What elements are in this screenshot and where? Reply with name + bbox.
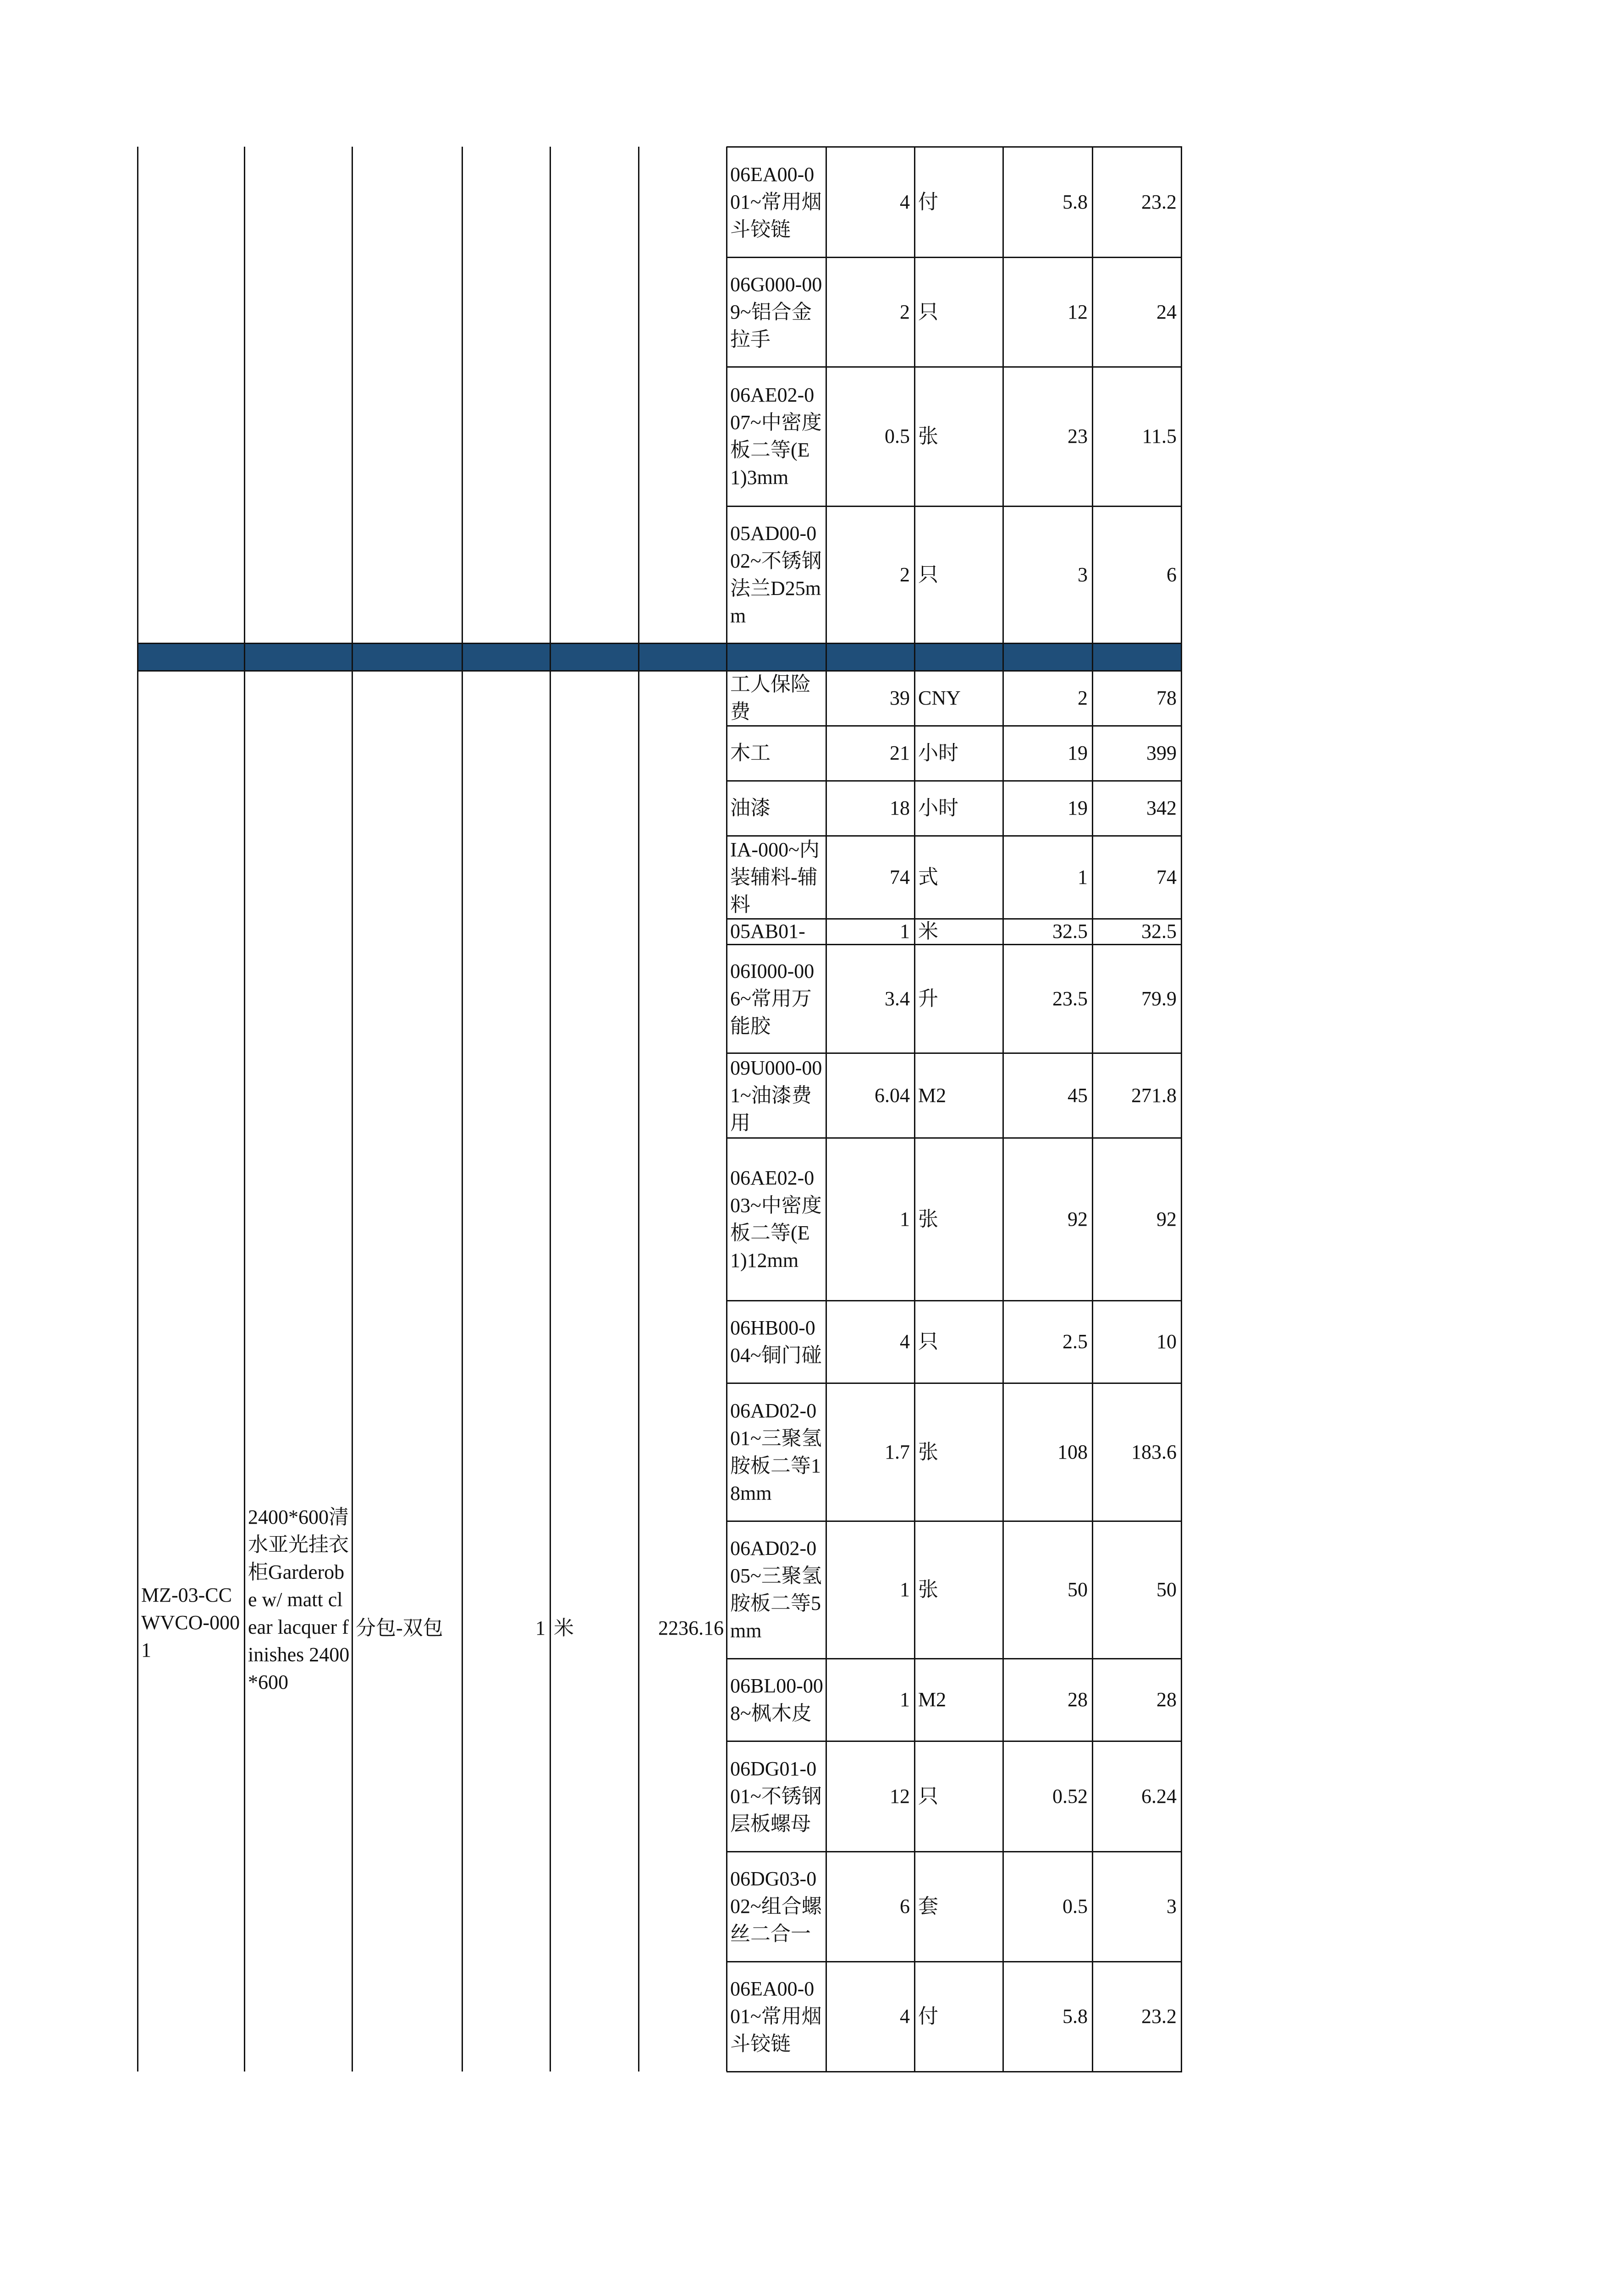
top-item-2-total: 11.5 — [1142, 425, 1177, 447]
component-11-qty: 1 — [900, 1688, 910, 1711]
component-8-total: 10 — [1156, 1330, 1177, 1353]
component-5-unit: 升 — [918, 987, 938, 1010]
top-item-3-price: 3 — [1078, 563, 1088, 586]
top-item-1-unit: 只 — [918, 300, 938, 323]
item-unit: 米 — [554, 1617, 574, 1639]
grid-line-vertical — [826, 147, 827, 2072]
top-item-3-desc: 05AD00-002~不锈钢法兰D25mm — [730, 522, 822, 627]
component-5-total: 79.9 — [1141, 987, 1177, 1010]
top-item-0-total: 23.2 — [1141, 190, 1177, 213]
component-11-price: 28 — [1068, 1688, 1088, 1711]
top-item-1-desc: 06G000-009~铝合金拉手 — [730, 273, 822, 351]
component-5-desc: 06I000-006~常用万能胶 — [730, 959, 815, 1037]
top-item-3-total: 6 — [1167, 563, 1177, 586]
component-13-unit: 套 — [918, 1895, 938, 1917]
component-12-price: 0.52 — [1052, 1785, 1088, 1807]
top-item-0-unit: 付 — [918, 190, 938, 213]
component-10-qty: 1 — [900, 1578, 910, 1601]
component-3-total: 74 — [1156, 865, 1177, 888]
component-12-total: 6.24 — [1141, 1785, 1177, 1807]
component-12-desc: 06DG01-001~不锈钢层板螺母 — [730, 1757, 822, 1835]
top-item-1-total: 24 — [1156, 300, 1177, 323]
component-11-unit: M2 — [918, 1688, 947, 1711]
component-3-qty: 74 — [890, 865, 910, 888]
component-6-desc: 09U000-001~油漆费用 — [730, 1056, 822, 1134]
component-13-qty: 6 — [900, 1895, 910, 1917]
component-7-unit: 张 — [918, 1207, 938, 1230]
component-13-total: 3 — [1167, 1895, 1177, 1917]
component-9-desc: 06AD02-001~三聚氢胺板二等18mm — [730, 1399, 822, 1504]
item-quantity: 1 — [535, 1617, 545, 1639]
component-7-qty: 1 — [900, 1207, 910, 1230]
grid-line-vertical — [1181, 147, 1182, 2072]
item-amount: 2236.16 — [658, 1617, 724, 1639]
top-item-3-qty: 2 — [900, 563, 910, 586]
component-14-total: 23.2 — [1141, 2005, 1177, 2028]
component-4-qty: 1 — [900, 920, 910, 942]
grid-line-vertical — [462, 147, 463, 2072]
component-3-desc: IA-000~内装辅料-辅料 — [730, 838, 820, 916]
component-1-unit: 小时 — [918, 742, 958, 764]
component-3-price: 1 — [1078, 865, 1088, 888]
component-8-unit: 只 — [918, 1330, 938, 1353]
top-item-0-desc: 06EA00-001~常用烟斗铰链 — [730, 163, 822, 241]
component-14-unit: 付 — [918, 2005, 938, 2028]
component-11-desc: 06BL00-008~枫木皮 — [730, 1675, 823, 1725]
component-1-total: 399 — [1146, 742, 1177, 764]
top-item-2-price: 23 — [1068, 425, 1088, 447]
grid-line-vertical — [1092, 147, 1093, 2072]
component-7-price: 92 — [1068, 1207, 1088, 1230]
top-item-3-unit: 只 — [918, 563, 938, 586]
component-0-unit: CNY — [918, 687, 961, 709]
item-package: 分包-双包 — [356, 1617, 443, 1639]
component-12-unit: 只 — [918, 1785, 938, 1807]
component-2-total: 342 — [1146, 797, 1177, 819]
component-6-price: 45 — [1068, 1084, 1088, 1107]
component-3-unit: 式 — [918, 865, 938, 888]
component-10-total: 50 — [1156, 1578, 1177, 1601]
component-5-qty: 3.4 — [885, 987, 910, 1010]
grid-line-vertical — [1002, 147, 1004, 2072]
grid-line-vertical — [137, 147, 138, 2072]
component-10-unit: 张 — [918, 1578, 938, 1601]
component-14-desc: 06EA00-001~常用烟斗铰链 — [730, 1978, 822, 2055]
grid-line-vertical — [726, 147, 727, 2072]
component-1-qty: 21 — [890, 742, 910, 764]
section-separator-band — [138, 643, 1181, 671]
component-6-unit: M2 — [918, 1084, 947, 1107]
component-9-price: 108 — [1057, 1440, 1088, 1463]
component-6-qty: 6.04 — [875, 1084, 910, 1107]
component-0-desc: 工人保险费 — [730, 673, 811, 723]
component-0-total: 78 — [1156, 687, 1177, 709]
grid-line-vertical — [914, 147, 915, 2072]
component-8-price: 2.5 — [1062, 1330, 1088, 1353]
component-2-price: 19 — [1068, 797, 1088, 819]
component-4-desc: 05AB01- — [730, 920, 805, 942]
component-9-total: 183.6 — [1131, 1440, 1177, 1463]
component-12-qty: 12 — [890, 1785, 910, 1807]
component-2-desc: 油漆 — [730, 797, 771, 819]
component-2-unit: 小时 — [918, 797, 958, 819]
component-10-desc: 06AD02-005~三聚氢胺板二等5mm — [730, 1537, 822, 1642]
item-description: 2400*600清水亚光挂衣柜Garderobe w/ matt clear lacquer finishes 2400*600 — [248, 1506, 350, 1693]
top-item-1-price: 12 — [1068, 300, 1088, 323]
top-item-2-desc: 06AE02-007~中密度板二等(E1)3mm — [730, 384, 822, 489]
top-item-2-qty: 0.5 — [885, 425, 910, 447]
item-code: MZ-03-CCWVCO-0001 — [141, 1584, 240, 1661]
component-5-price: 23.5 — [1052, 987, 1088, 1010]
component-13-desc: 06DG03-002~组合螺丝二合一 — [730, 1868, 822, 1945]
component-10-price: 50 — [1068, 1578, 1088, 1601]
component-14-qty: 4 — [900, 2005, 910, 2028]
component-1-desc: 木工 — [730, 742, 771, 764]
top-item-1-qty: 2 — [900, 300, 910, 323]
component-4-unit: 米 — [918, 920, 938, 942]
component-4-total: 32.5 — [1141, 920, 1177, 942]
component-11-total: 28 — [1156, 1688, 1177, 1711]
component-4-price: 32.5 — [1052, 920, 1088, 942]
top-item-0-qty: 4 — [900, 190, 910, 213]
component-2-qty: 18 — [890, 797, 910, 819]
component-8-desc: 06HB00-004~铜门碰 — [730, 1317, 822, 1366]
component-7-desc: 06AE02-003~中密度板二等(E1)12mm — [730, 1166, 822, 1272]
component-0-qty: 39 — [890, 687, 910, 709]
grid-line-vertical — [638, 147, 639, 2072]
top-item-0-price: 5.8 — [1062, 190, 1088, 213]
top-item-2-unit: 张 — [918, 425, 938, 447]
grid-line-vertical — [352, 147, 353, 2072]
component-9-qty: 1.7 — [885, 1440, 910, 1463]
component-13-price: 0.5 — [1062, 1895, 1088, 1917]
grid-line-vertical — [550, 147, 551, 2072]
component-1-price: 19 — [1068, 742, 1088, 764]
grid-line-vertical — [244, 147, 245, 2072]
component-9-unit: 张 — [918, 1440, 938, 1463]
component-7-total: 92 — [1156, 1207, 1177, 1230]
component-8-qty: 4 — [900, 1330, 910, 1353]
component-6-total: 271.8 — [1131, 1084, 1177, 1107]
component-14-price: 5.8 — [1062, 2005, 1088, 2028]
component-0-price: 2 — [1078, 687, 1088, 709]
